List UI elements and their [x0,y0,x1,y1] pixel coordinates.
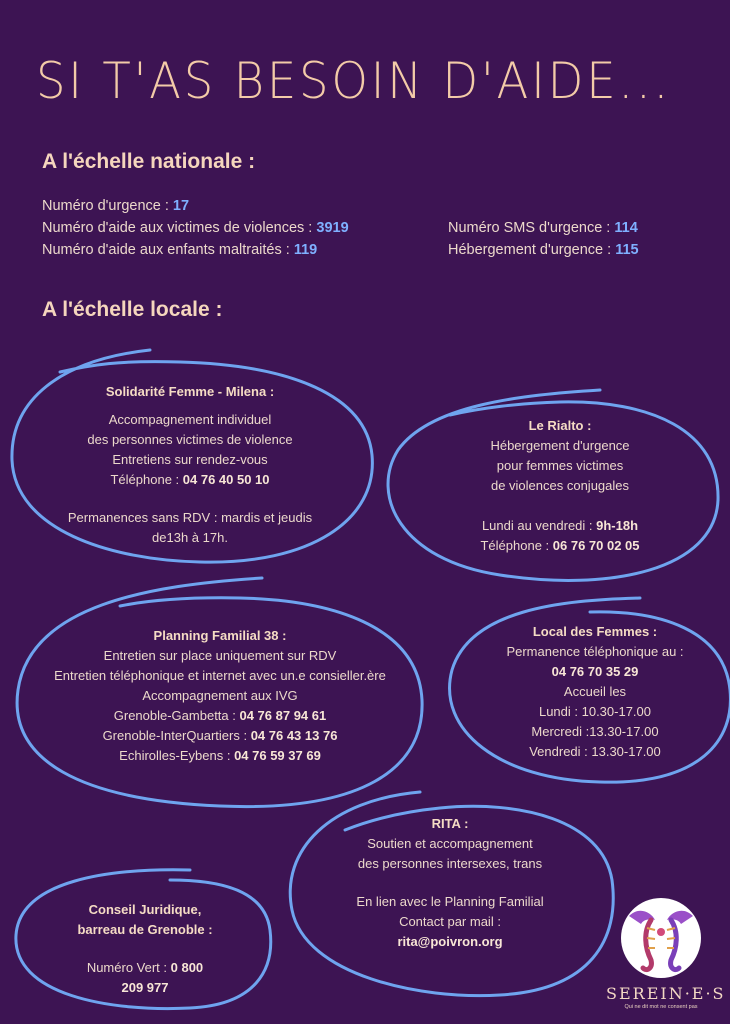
solidarite-line-2: des personnes victimes de violence [87,432,293,447]
rita-line-3: En lien avec le Planning Familial [356,894,544,909]
emergency-number: 17 [172,198,190,214]
rialto-card [430,416,690,556]
planning-card [30,626,410,766]
planning-line-3: Accompagnement aux IVG [142,688,298,703]
rita-name: RITA : [431,816,469,831]
local-femmes-phone: 04 76 70 35 29 [551,664,639,679]
page-title: SI T'AS BESOIN D'AIDE... [36,52,672,110]
child-number: 119 [293,242,318,258]
planning-name: Planning Familial 38 : [153,628,287,643]
rita-card [320,814,580,952]
rialto-phone: 06 76 70 02 05 [552,538,640,553]
conseil-number-2: 209 977 [121,980,169,995]
planning-line-2: Entretien téléphonique et internet avec un.e consieller.ère [54,668,386,683]
shelter-number: 115 [615,242,639,258]
rita-line-1: Soutien et accompagnement [367,836,533,851]
conseil-name-1: Conseil Juridique, [88,902,202,917]
national-line-5: Hébergement d'urgence : 115 [448,242,639,258]
planning-gambetta-phone: 04 76 87 94 61 [239,708,327,723]
planning-gambetta: Grenoble-Gambetta : 04 76 87 94 61 [113,708,327,723]
national-line-2: Numéro d'aide aux victimes de violences : 3919 [42,220,349,236]
rita-line-2: des personnes intersexes, trans [357,856,543,871]
solidarite-phone: 04 76 40 50 10 [182,472,270,487]
solidarite-phone-line: Téléphone : 04 76 40 50 10 [110,472,270,487]
rialto-phone-line: Téléphone : 06 76 70 02 05 [480,538,640,553]
solidarite-line-5: Permanences sans RDV : mardis et jeudis [67,510,313,525]
rialto-line-3: de violences conjugales [490,478,630,493]
local-femmes-line-5: Vendredi : 13.30-17.00 [529,744,661,759]
national-heading: A l'échelle nationale : [42,150,256,173]
local-femmes-name: Local des Femmes : [532,624,658,639]
national-line-4: Numéro SMS d'urgence : 114 [448,220,638,236]
violence-number: 3919 [316,220,349,236]
solidarite-line-3: Entretiens sur rendez-vous [112,452,268,467]
rialto-line-1: Hébergement d'urgence [490,438,630,453]
rita-line-4: Contact par mail : [399,914,501,929]
conseil-name-2: barreau de Grenoble : [77,922,213,937]
solidarite-name: Solidarité Femme - Milena : [105,384,275,399]
national-line-3: Numéro d'aide aux enfants maltraités : 119 [42,242,318,258]
planning-echirolles-phone: 04 76 59 37 69 [234,748,321,763]
solidarite-line-6: de13h à 17h. [152,530,228,545]
rialto-line-2: pour femmes victimes [496,458,624,473]
local-femmes-line-4: Mercredi :13.30-17.00 [531,724,659,739]
rialto-hours-line: Lundi au vendredi : 9h-18h [481,518,639,533]
local-heading: A l'échelle locale : [42,298,223,321]
rialto-hours: 9h-18h [596,518,639,533]
solidarite-card [40,382,340,548]
rialto-name: Le Rialto : [528,418,592,433]
conseil-number-1: 0 800 [170,960,204,975]
planning-line-1: Entretien sur place uniquement sur RDV [103,648,337,663]
logo-wordmark: SEREIN·E·S [606,984,726,1003]
seahorse-emblem-icon [621,898,701,978]
sereines-logo [606,898,726,1018]
national-line-1: Numéro d'urgence : 17 [42,198,190,214]
local-femmes-line-1: Permanence téléphonique au : [506,644,684,659]
logo-tagline: Qui ne dit mot ne consent pas [624,1004,698,1010]
local-femmes-line-3: Lundi : 10.30-17.00 [538,704,652,719]
planning-interquartiers: Grenoble-InterQuartiers : 04 76 43 13 76 [102,728,338,743]
conseil-number-line: Numéro Vert : 0 800 [86,960,204,975]
planning-interquartiers-phone: 04 76 43 13 76 [250,728,338,743]
conseil-card [40,900,250,998]
rita-email: rita@poivron.org [397,934,503,949]
sms-number: 114 [614,220,638,236]
local-femmes-card [470,622,720,762]
solidarite-line-1: Accompagnement individuel [108,412,272,427]
local-femmes-line-2: Accueil les [563,684,627,699]
planning-echirolles: Echirolles-Eybens : 04 76 59 37 69 [119,748,321,763]
